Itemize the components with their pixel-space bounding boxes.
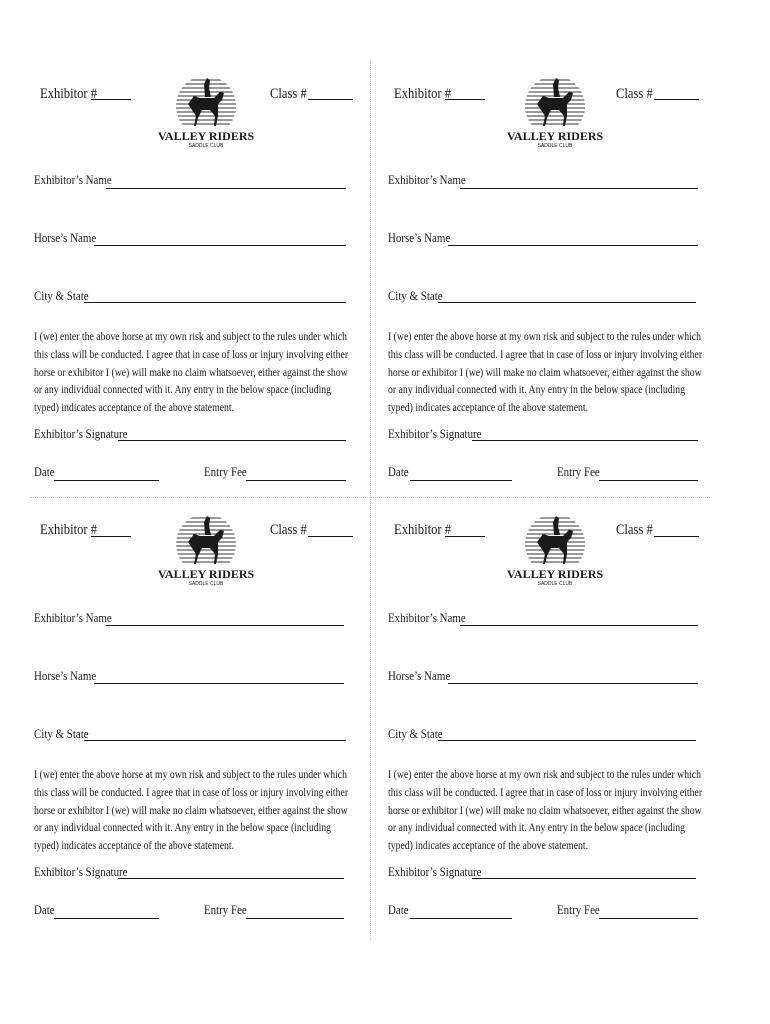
logo-subtitle: SADDLE CLUB <box>537 143 573 149</box>
valley-riders-logo <box>506 70 604 150</box>
valley-riders-logo <box>506 508 604 588</box>
logo-subtitle: SADDLE CLUB <box>537 581 573 587</box>
class-number-label: Class # <box>616 522 653 538</box>
horse-and-rider-icon <box>506 70 604 150</box>
vertical-cut-line <box>370 60 371 940</box>
horse-and-rider-icon <box>506 508 604 588</box>
exhibitor-name-field[interactable] <box>460 188 698 189</box>
exhibitor-name-label: Exhibitor’s Name <box>34 172 112 187</box>
city-state-label: City & State <box>34 288 89 303</box>
exhibitor-number-field[interactable] <box>445 99 485 100</box>
exhibitor-number-field[interactable] <box>91 536 131 537</box>
entry-fee-label: Entry Fee <box>204 464 247 479</box>
entry-fee-label: Entry Fee <box>204 902 247 917</box>
date-label: Date <box>34 902 55 917</box>
signature-label: Exhibitor’s Signature <box>388 426 482 441</box>
logo-title: VALLEY RIDERS <box>506 129 604 143</box>
horse-name-field[interactable] <box>94 683 344 684</box>
valley-riders-logo <box>157 70 255 150</box>
exhibitor-name-field[interactable] <box>460 625 698 626</box>
logo-title: VALLEY RIDERS <box>157 567 255 581</box>
entry-fee-label: Entry Fee <box>557 464 600 479</box>
liability-statement: I (we) enter the above horse at my own risk and subject to the rules under which this class will be conducted. I agree that in case of loss or injury involving either horse or exhibitor I (we) will make no claim whatsoever, either against the show or any individual connected with it. Any entry in the below space (including typed) indicates acceptance of the above statement. <box>388 329 703 415</box>
city-state-field[interactable] <box>84 740 346 741</box>
date-label: Date <box>34 464 55 479</box>
class-number-label: Class # <box>270 522 307 538</box>
class-number-field[interactable] <box>654 536 699 537</box>
signature-label: Exhibitor’s Signature <box>388 864 482 879</box>
exhibitor-number-label: Exhibitor # <box>394 522 452 538</box>
city-state-field[interactable] <box>84 302 346 303</box>
exhibitor-number-label: Exhibitor # <box>40 86 98 102</box>
class-number-label: Class # <box>616 86 653 102</box>
horse-name-label: Horse’s Name <box>34 668 97 683</box>
city-state-field[interactable] <box>438 740 696 741</box>
class-number-field[interactable] <box>308 536 353 537</box>
entry-fee-field[interactable] <box>246 918 344 919</box>
exhibitor-number-label: Exhibitor # <box>40 522 98 538</box>
entry-card <box>34 508 364 938</box>
exhibitor-number-field[interactable] <box>91 99 131 100</box>
entry-card <box>388 508 718 938</box>
signature-label: Exhibitor’s Signature <box>34 426 128 441</box>
date-field[interactable] <box>54 480 159 481</box>
class-number-field[interactable] <box>654 99 699 100</box>
signature-field[interactable] <box>118 440 346 441</box>
date-field[interactable] <box>410 480 512 481</box>
exhibitor-number-label: Exhibitor # <box>394 86 452 102</box>
city-state-label: City & State <box>388 726 443 741</box>
exhibitor-number-field[interactable] <box>445 536 485 537</box>
signature-label: Exhibitor’s Signature <box>34 864 128 879</box>
city-state-field[interactable] <box>438 302 696 303</box>
date-field[interactable] <box>54 918 159 919</box>
entry-fee-label: Entry Fee <box>557 902 600 917</box>
entry-fee-field[interactable] <box>599 918 698 919</box>
liability-statement: I (we) enter the above horse at my own risk and subject to the rules under which this class will be conducted. I agree that in case of loss or injury involving either horse or exhibitor I (we) will make no claim whatsoever, either against the show or any individual connected with it. Any entry in the below space (including typed) indicates acceptance of the above statement. <box>34 767 349 853</box>
exhibitor-name-label: Exhibitor’s Name <box>388 172 466 187</box>
signature-field[interactable] <box>472 878 696 879</box>
signature-field[interactable] <box>118 878 344 879</box>
horse-and-rider-icon <box>157 508 255 588</box>
horse-and-rider-icon <box>157 70 255 150</box>
date-label: Date <box>388 464 409 479</box>
liability-statement: I (we) enter the above horse at my own risk and subject to the rules under which this class will be conducted. I agree that in case of loss or injury involving either horse or exhibitor I (we) will make no claim whatsoever, either against the show or any individual connected with it. Any entry in the below space (including typed) indicates acceptance of the above statement. <box>388 767 703 853</box>
logo-title: VALLEY RIDERS <box>157 129 255 143</box>
signature-field[interactable] <box>472 440 698 441</box>
entry-fee-field[interactable] <box>599 480 698 481</box>
horse-name-field[interactable] <box>448 245 698 246</box>
liability-statement: I (we) enter the above horse at my own risk and subject to the rules under which this class will be conducted. I agree that in case of loss or injury involving either horse or exhibitor I (we) will make no claim whatsoever, either against the show or any individual connected with it. Any entry in the below space (including typed) indicates acceptance of the above statement. <box>34 329 349 415</box>
horse-name-label: Horse’s Name <box>388 668 451 683</box>
logo-subtitle: SADDLE CLUB <box>188 143 224 149</box>
class-number-label: Class # <box>270 86 307 102</box>
class-number-field[interactable] <box>308 99 353 100</box>
horse-name-field[interactable] <box>94 245 346 246</box>
entry-card <box>34 70 364 500</box>
exhibitor-name-field[interactable] <box>106 625 344 626</box>
entry-fee-field[interactable] <box>246 480 346 481</box>
logo-subtitle: SADDLE CLUB <box>188 581 224 587</box>
exhibitor-name-field[interactable] <box>106 188 346 189</box>
city-state-label: City & State <box>34 726 89 741</box>
valley-riders-logo <box>157 508 255 588</box>
exhibitor-name-label: Exhibitor’s Name <box>34 610 112 625</box>
entry-card <box>388 70 718 500</box>
date-label: Date <box>388 902 409 917</box>
horse-name-label: Horse’s Name <box>34 230 97 245</box>
horse-name-field[interactable] <box>448 683 698 684</box>
logo-title: VALLEY RIDERS <box>506 567 604 581</box>
exhibitor-name-label: Exhibitor’s Name <box>388 610 466 625</box>
city-state-label: City & State <box>388 288 443 303</box>
date-field[interactable] <box>410 918 512 919</box>
horse-name-label: Horse’s Name <box>388 230 451 245</box>
